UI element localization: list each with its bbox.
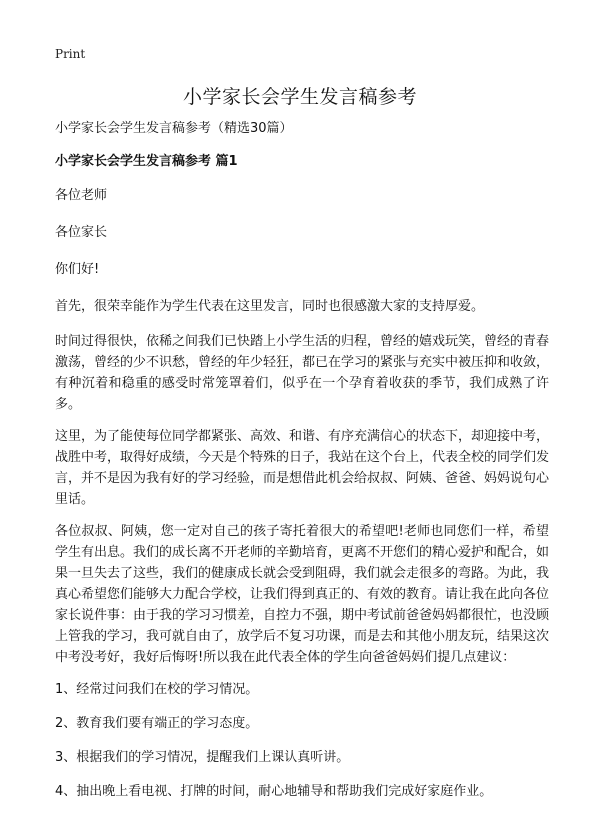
paragraph-purpose: 这里，为了能使每位同学都紧张、高效、和谐、有序充满信心的状态下，却迎接中考，战胜中考，取得好成绩，今天是个特殊的日子，我站在这个台上，代表全校的同学们发言，并不是因为我有好的学习经验，而是想借此机会给叔叔、阿姨、爸爸、妈妈说句心里话。 (55, 429, 550, 507)
document-body (55, 118, 549, 815)
print-link[interactable]: Print (55, 47, 86, 61)
salutation-parents: 各位家长 (55, 225, 108, 240)
salutation-teachers: 各位老师 (55, 188, 108, 203)
salutation-greeting: 你们好! (55, 262, 100, 277)
list-item: 4、抽出晚上看电视、打牌的时间，耐心地辅导和帮助我们完成好家庭作业。 (55, 784, 493, 799)
section-heading: 小学家长会学生发言稿参考 篇1 (55, 154, 238, 169)
document-subtitle: 小学家长会学生发言稿参考（精选30篇） (55, 121, 293, 136)
paragraph-intro: 首先，很荣幸能作为学生代表在这里发言，同时也很感激大家的支持厚爱。 (55, 299, 485, 314)
paragraph-time: 时间过得很快，依稀之间我们已快踏上小学生活的归程，曾经的嬉戏玩笑，曾经的青春激荡，曾经的少不识愁，曾经的年少轻狂，都已在学习的紧张与充实中被压抑和收敛，有种沉着和稳重的感受时常笼罩着们，似乎在一个孕育着收获的季节，我们成熟了许多。 (55, 334, 550, 412)
paragraph-request: 各位叔叔、阿姨，您一定对自己的孩子寄托着很大的希望吧!老师也同您们一样，希望学生有出息。我们的成长离不开老师的辛勤培育，更离不开您们的精心爱护和配合，如果一旦失去了这些，我们的健康成长就会受到阻碍，我们就会走很多的弯路。为此，我真心希望您们能够大力配合学校，让我们得到真正的、有效的教育。请让我在此向各位家长说件事：由于我的学习习惯差，自控力不强，期中考试前爸爸妈妈都很忙，也没顾上管我的学习，我可就自由了，放学后不复习功课，而是去和其他小朋友玩，结果这次中考没考好，我好后悔呀!所以我在此代表全体的学生向爸爸妈妈们提几点建议： (55, 524, 550, 665)
list-item: 3、根据我们的学习情况，提醒我们上课认真听讲。 (55, 750, 350, 765)
list-item: 2、教育我们要有端正的学习态度。 (55, 716, 259, 731)
list-item: 1、经常过问我们在校的学习情况。 (55, 682, 259, 697)
page-title: 小学家长会学生发言稿参考 (182, 86, 417, 108)
